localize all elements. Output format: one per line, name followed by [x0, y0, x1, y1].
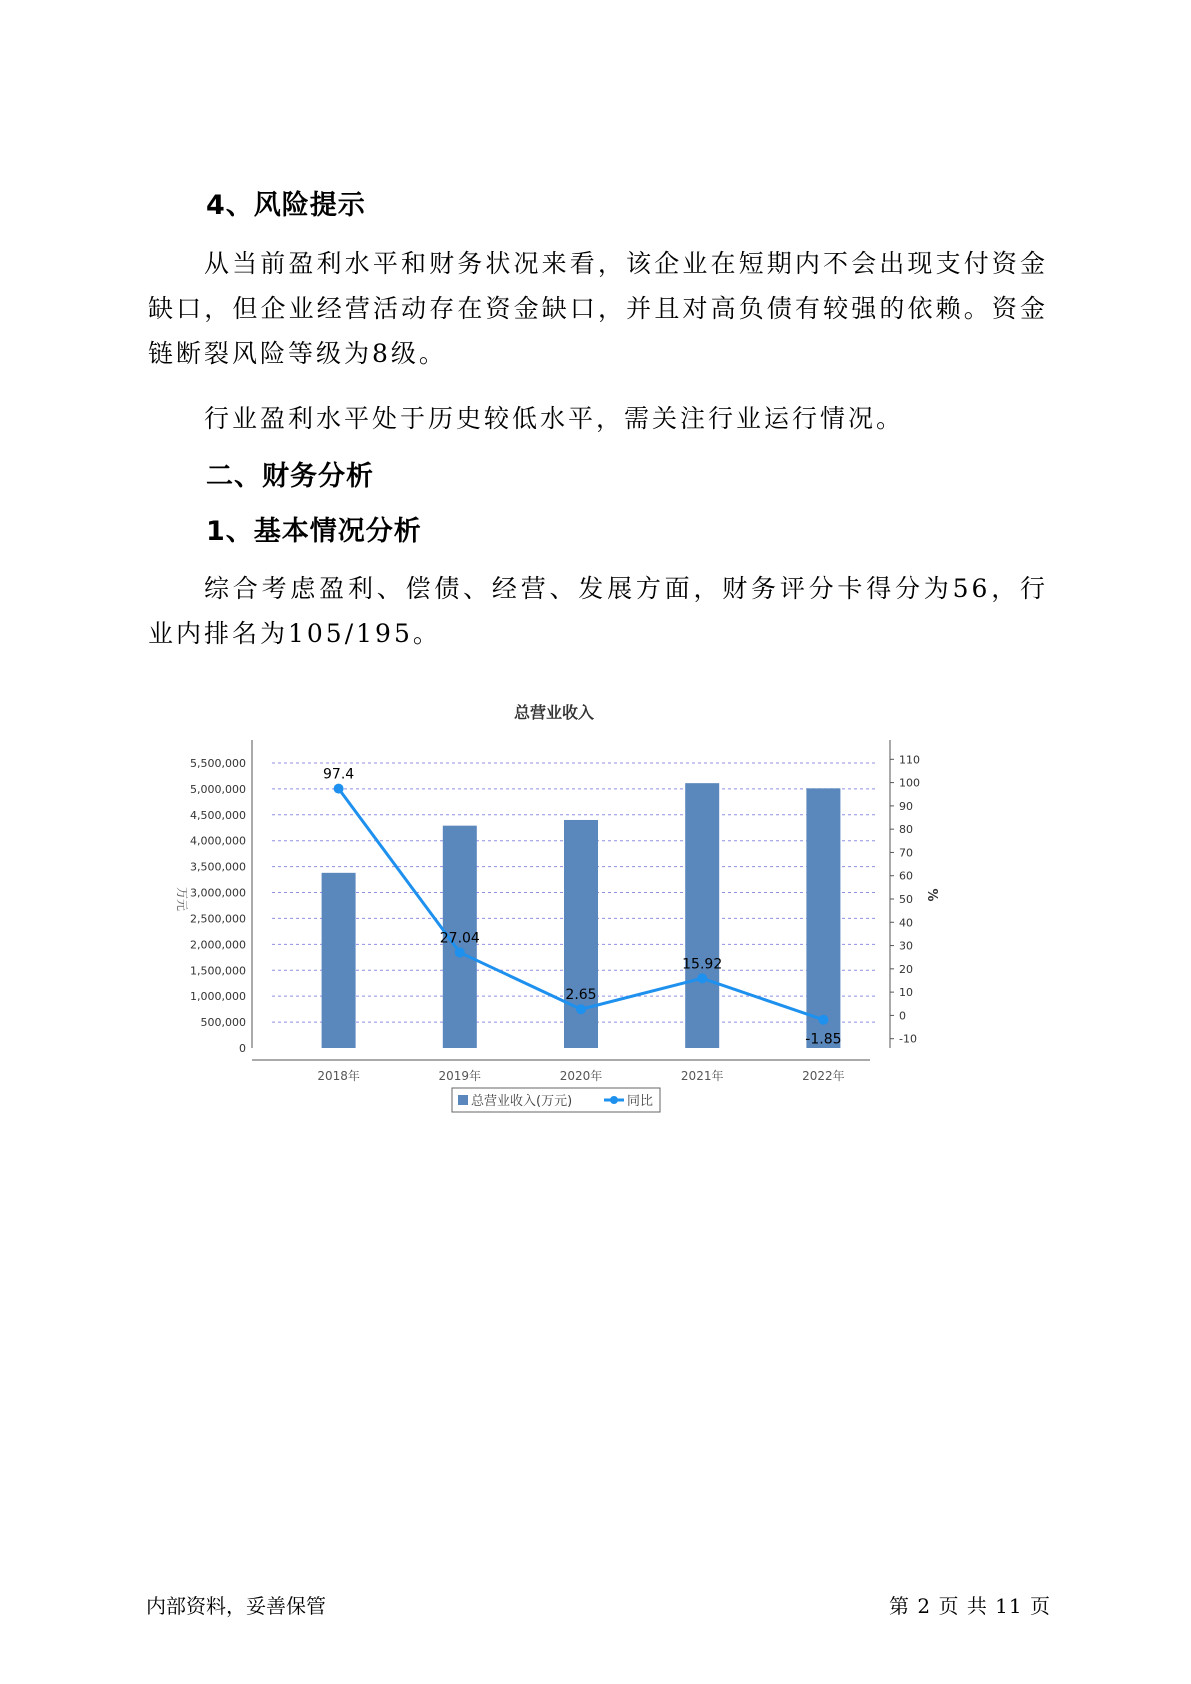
revenue-chart	[170, 685, 1020, 1145]
y-tick-label: 1,500,000	[190, 964, 246, 978]
yoy-point	[576, 1004, 586, 1014]
y-tick-label: 5,500,000	[190, 756, 246, 770]
basic-paragraph: 综合考虑盈利、偿债、经营、发展方面，财务评分卡得分为56，行业内排名为105/195。	[148, 574, 1048, 648]
y2-tick-label: 110	[899, 753, 920, 767]
y-axis-title: 万元	[175, 886, 189, 912]
y-tick-label: 3,000,000	[190, 886, 246, 900]
y-tick-label: 0	[239, 1042, 246, 1055]
yoy-data-label: 27.04	[439, 930, 480, 947]
yoy-data-label: -1.85	[805, 1031, 842, 1048]
y2-tick-label: 60	[899, 869, 913, 883]
y2-tick-label: 10	[899, 986, 913, 1000]
legend-bar-swatch	[458, 1095, 468, 1105]
y2-tick-label: 100	[899, 776, 920, 790]
y-tick-label: 2,500,000	[190, 912, 246, 926]
y2-tick-label: 0	[899, 1009, 906, 1023]
x-tick-label: 2022年	[802, 1069, 845, 1083]
yoy-data-label: 97.4	[323, 766, 355, 783]
y-tick-label: 4,500,000	[190, 808, 246, 822]
yoy-point	[334, 784, 344, 794]
y-tick-label: 3,500,000	[190, 860, 246, 874]
x-tick-label: 2018年	[317, 1069, 360, 1083]
revenue-bar	[685, 783, 719, 1048]
x-tick-label: 2021年	[680, 1069, 724, 1083]
chart-title: 总营业收入	[513, 703, 595, 722]
risk-paragraph-1: 从当前盈利水平和财务状况来看，该企业在短期内不会出现支付资金缺口，但企业经营活动存在资金缺口，并且对高负债有较强的依赖。资金链断裂风险等级为8级。	[148, 249, 1048, 368]
y2-tick-label: 20	[899, 962, 913, 976]
y-tick-label: 2,000,000	[190, 938, 246, 952]
y2-tick-label: 70	[899, 846, 913, 860]
y2-tick-label: -10	[899, 1032, 917, 1046]
y2-tick-label: 90	[899, 799, 913, 813]
revenue-bar	[806, 788, 840, 1048]
footer-confidential: 内部资料，妥善保管	[146, 1594, 326, 1618]
basic-heading: 1、基本情况分析	[206, 516, 422, 547]
revenue-chart-svg	[170, 685, 1020, 1145]
y2-tick-label: 80	[899, 823, 913, 837]
yoy-point	[455, 947, 465, 957]
y-tick-label: 500,000	[200, 1016, 246, 1030]
yoy-point	[697, 973, 707, 983]
revenue-bar	[322, 873, 356, 1048]
yoy-point	[818, 1015, 828, 1025]
legend-bar-label: 总营业收入(万元)	[471, 1094, 573, 1109]
y2-tick-label: 30	[899, 939, 913, 953]
y-tick-label: 5,000,000	[190, 782, 246, 796]
x-tick-label: 2020年	[559, 1069, 603, 1083]
yoy-data-label: 2.65	[565, 987, 597, 1004]
y-tick-label: 1,000,000	[190, 990, 246, 1004]
legend-line-label: 同比	[627, 1094, 654, 1109]
y-tick-label: 4,000,000	[190, 834, 246, 848]
x-tick-label: 2019年	[438, 1069, 482, 1083]
footer-page-number: 第 2 页 共 11 页	[889, 1594, 1051, 1618]
risk-paragraph-2: 行业盈利水平处于历史较低水平，需关注行业运行情况。	[204, 404, 905, 433]
legend-line-marker	[610, 1096, 618, 1104]
yoy-data-label: 15.92	[682, 956, 723, 973]
y2-tick-label: 50	[899, 893, 913, 906]
finance-heading: 二、财务分析	[206, 461, 374, 492]
y2-axis-title: %	[924, 888, 939, 902]
risk-heading: 4、风险提示	[206, 190, 366, 221]
y2-tick-label: 40	[899, 916, 913, 930]
